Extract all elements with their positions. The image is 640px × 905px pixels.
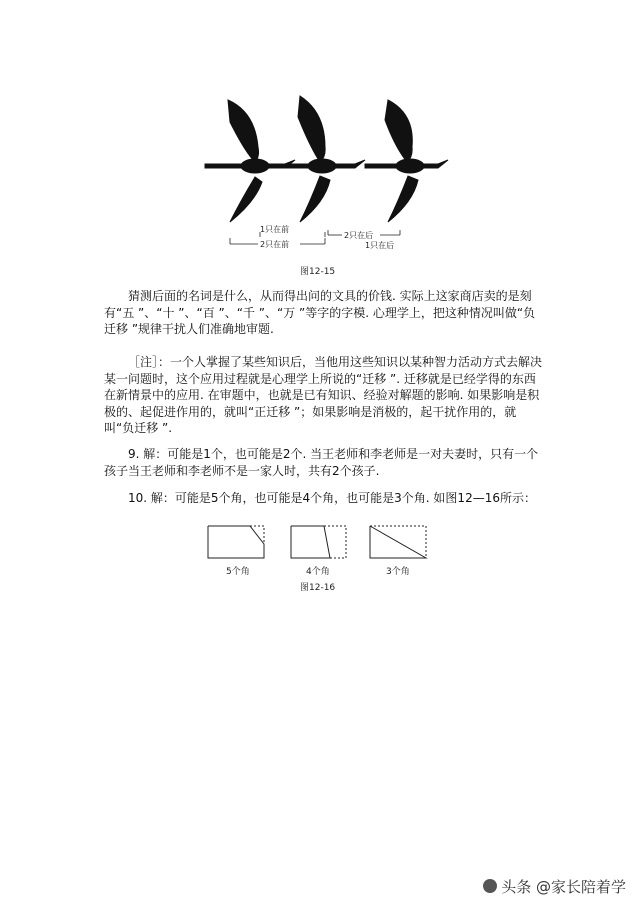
cut-rectangles-illustration	[206, 520, 436, 570]
bird-3-icon	[365, 100, 448, 222]
paragraph-note: ［注］：一个人掌握了某些知识后，当他用这些知识以某种智力活动方式去解决某一问题时，这个应用过程就是心理学上所说的“迁移 ”. 迁移就是已经学得的东西在新情景中的应用. 在审题中，也就是已有知识、经验对解题的影响. 如果影响是积极的、起促进作用的，就叫“正迁移 ”；如果影响是消极的，起干扰作用的，就叫“负迁移 ”.	[104, 355, 543, 435]
label-2-behind: 2只在后	[344, 231, 374, 240]
figure-12-16-caption: 图12-16	[300, 583, 336, 593]
paragraph-answer-9: 9. 解：可能是1个，也可能是2个. 当王老师和李老师是一对夫妻时，只有一个孩子当王老师和李老师不是一家人时，共有2个孩子.	[104, 447, 539, 478]
figure-12-15-caption: 图12-15	[300, 267, 336, 277]
label-1-front: 1只在前	[260, 225, 290, 234]
shape-4-corners	[291, 526, 346, 558]
label-1-behind: 1只在后	[365, 241, 395, 250]
label-4-corners: 4个角	[306, 567, 330, 577]
birds-figure	[200, 92, 450, 262]
label-2-front: 2只在前	[260, 240, 290, 249]
bird-2-icon	[280, 96, 365, 222]
label-3-corners: 3个角	[386, 567, 410, 577]
paragraph-answer-10: 10. 解：可能是5个角，也可能是4个角，也可能是3个角. 如图12—16所示：	[128, 491, 536, 505]
watermark-text: 头条 @家长陪着学	[501, 878, 626, 896]
bird-1-icon	[205, 100, 295, 222]
shape-5-corners	[208, 526, 264, 558]
paragraph-answer-8: 猜测后面的名词是什么，从而得出问的文具的价钱. 实际上这家商店卖的是刻有“五 ”、“十 ”、“百 ”、“千 ”、“万 ”等字的字模. 心理学上，把这种情况叫做“负迁移 ”规律干扰人们准确地审题.	[104, 289, 536, 336]
shape-3-corners	[370, 526, 426, 558]
toutiao-logo-icon	[483, 879, 497, 893]
label-5-corners: 5个角	[226, 567, 250, 577]
watermark	[483, 876, 626, 897]
birds-illustration	[200, 92, 450, 262]
